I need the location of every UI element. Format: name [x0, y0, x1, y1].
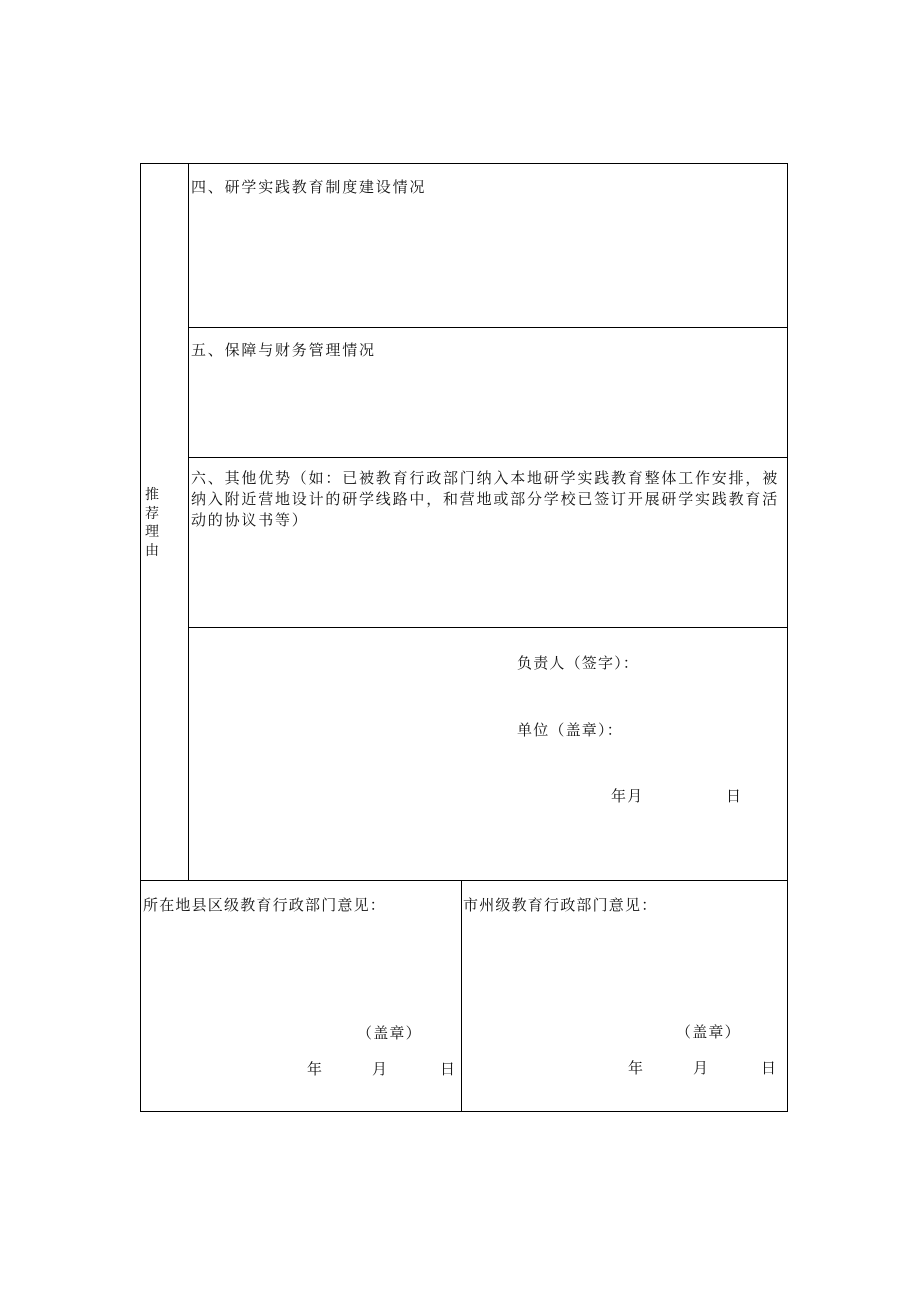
date-day: 日: [726, 787, 743, 805]
county-seal-label: （盖章）: [357, 1024, 422, 1042]
responsible-person-signature-label: 负责人（签字）：: [517, 654, 640, 672]
recommendation-reason-label: 推荐理由: [145, 487, 159, 559]
county-date-day: 日: [440, 1060, 457, 1078]
city-date-month: 月: [693, 1059, 710, 1077]
section-text-line: 纳入附近营地设计的研学线路中，和营地或部分学校已签订开展研学实践教育活: [191, 490, 780, 508]
section-heading: 五、保障与财务管理情况: [191, 341, 376, 359]
section-text-line: 动的协议书等）: [191, 511, 309, 529]
signature-area: [189, 628, 787, 880]
section-heading: 四、研学实践教育制度建设情况: [191, 178, 427, 196]
city-date-day: 日: [761, 1059, 778, 1077]
unit-seal-label: 单位（盖章）：: [517, 721, 623, 739]
county-date-month: 月: [372, 1060, 389, 1078]
county-opinion-title: 所在地县区级教育行政部门意见：: [143, 896, 387, 914]
section-text-line: 六、其他优势（如：已被教育行政部门纳入本地研学实践教育整体工作安排，被: [191, 469, 780, 487]
date-year-month: 年月: [611, 787, 644, 805]
city-seal-label: （盖章）: [676, 1023, 741, 1041]
city-date-year: 年: [628, 1059, 645, 1077]
county-date-year: 年: [307, 1060, 324, 1078]
city-opinion-title: 市州级教育行政部门意见：: [463, 896, 658, 914]
